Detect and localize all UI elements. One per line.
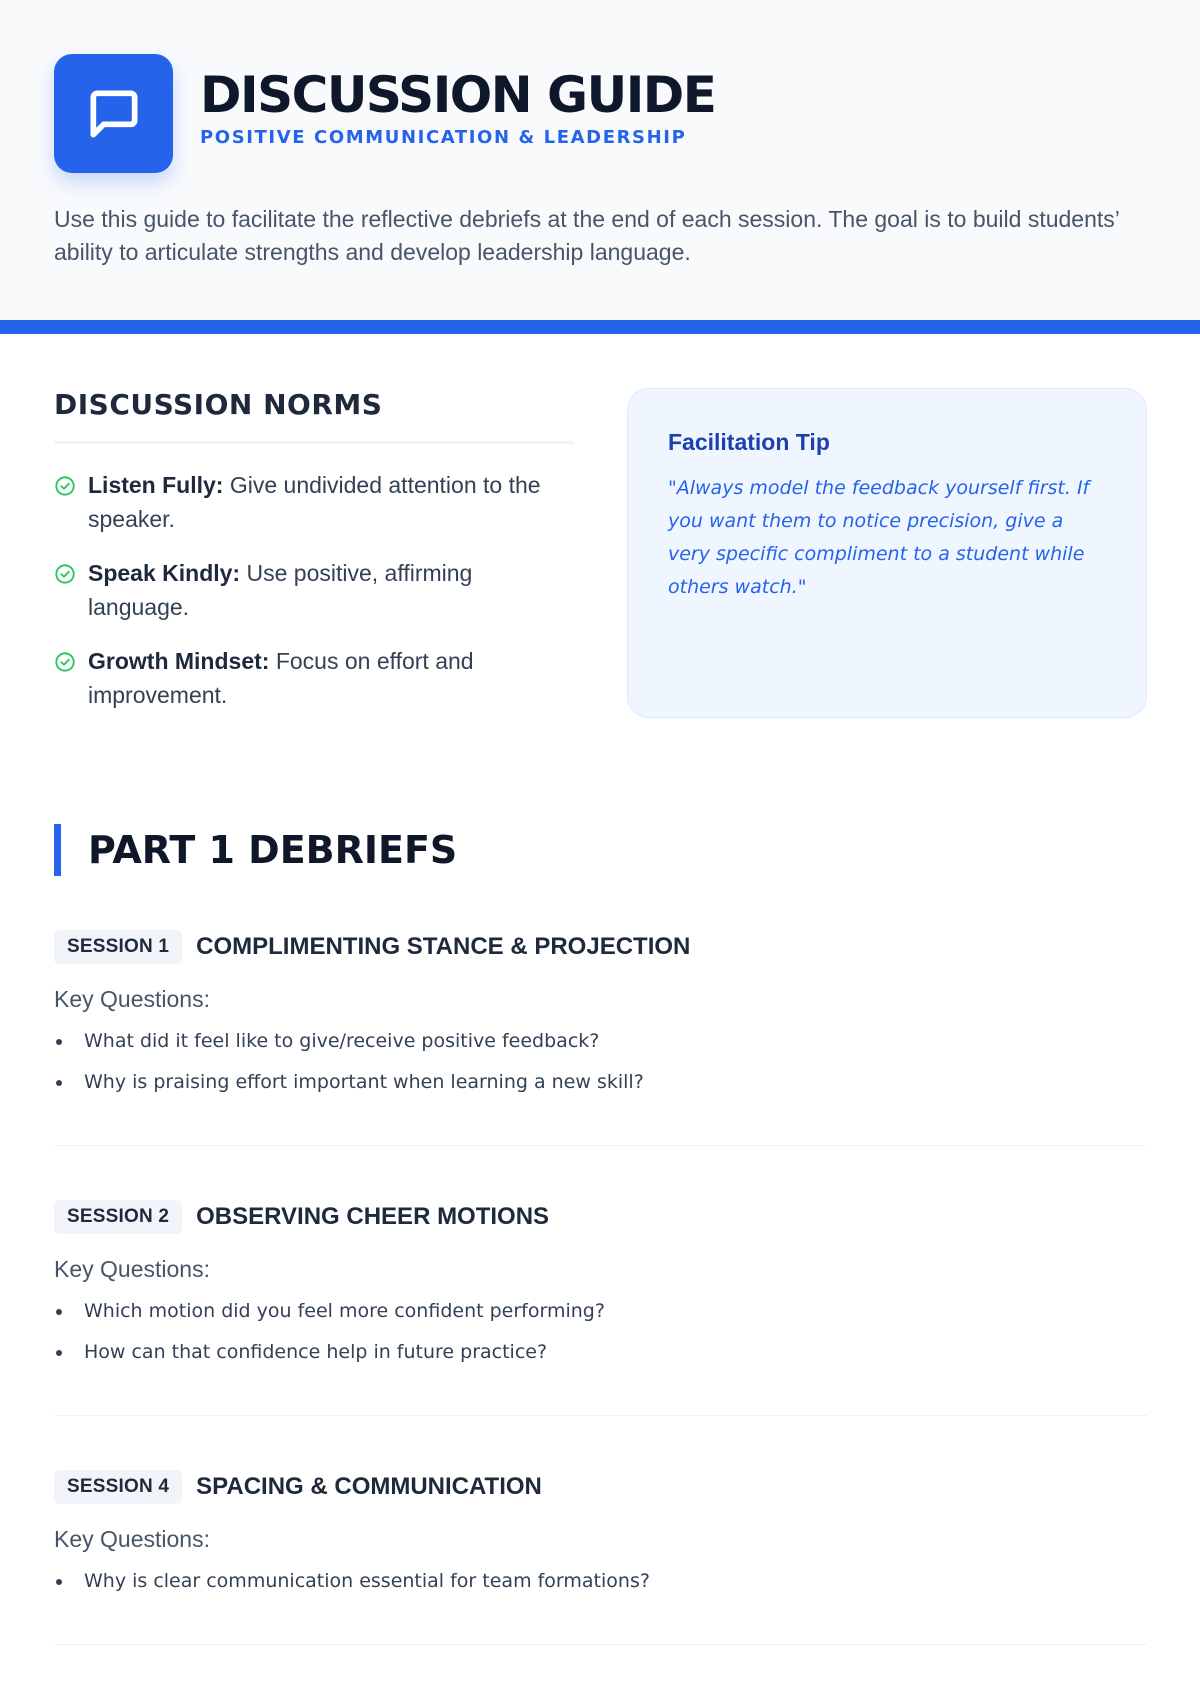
question-item: How can that confidence help in future practice? <box>54 1338 1147 1366</box>
norm-item <box>54 468 574 536</box>
norm-description: Use positive, affirming language. <box>88 560 473 620</box>
norm-text <box>88 556 574 624</box>
sessions-list <box>54 930 1147 1699</box>
norm-item <box>54 644 574 712</box>
norm-text <box>88 468 574 536</box>
part-heading <box>54 824 457 876</box>
session-badge: SESSION 4 <box>54 1470 182 1504</box>
session-title: COMPLIMENTING STANCE & PROJECTION <box>196 933 691 960</box>
header-top <box>54 54 1146 173</box>
session-card <box>54 1200 1147 1416</box>
key-questions-label: Key Questions: <box>54 1526 210 1552</box>
page-title: DISCUSSION GUIDE <box>200 65 716 124</box>
check-circle-icon <box>54 475 76 497</box>
chat-bubble-icon <box>83 83 145 145</box>
norms-list <box>54 468 574 712</box>
session-card <box>54 1470 1147 1645</box>
header-divider <box>0 320 1200 334</box>
norm-item <box>54 556 574 624</box>
session-card <box>54 930 1147 1146</box>
session-header <box>54 1470 1147 1504</box>
check-circle-icon <box>54 563 76 585</box>
intro-paragraph: Use this guide to facilitate the reflective debriefs at the end of each session. The goal is to build students’ ability to articulate strengths and develop leadership language. <box>54 206 1120 265</box>
key-questions-label: Key Questions: <box>54 986 210 1012</box>
question-item: Why is praising effort important when learning a new skill? <box>54 1068 1147 1096</box>
question-item: Which motion did you feel more confident performing? <box>54 1297 1147 1325</box>
norm-description: Give undivided attention to the speaker. <box>88 472 541 532</box>
norm-name: Listen Fully: <box>88 472 224 498</box>
norms-tip-row <box>54 388 1147 732</box>
norm-description: Focus on effort and improvement. <box>88 648 474 708</box>
page-subtitle: POSITIVE COMMUNICATION & LEADERSHIP <box>200 126 687 148</box>
session-header <box>54 1200 1147 1234</box>
session-title: SPACING & COMMUNICATION <box>196 1473 542 1500</box>
question-item: What did it feel like to give/receive positive feedback? <box>54 1027 1147 1055</box>
question-list <box>54 1297 1147 1366</box>
norm-text <box>88 644 574 712</box>
part-title: PART 1 DEBRIEFS <box>88 828 458 872</box>
session-title: OBSERVING CHEER MOTIONS <box>196 1203 550 1230</box>
question-item: Why is clear communication essential for team formations? <box>54 1567 1147 1595</box>
logo-badge <box>54 54 173 173</box>
norm-name: Growth Mindset: <box>88 648 270 674</box>
tip-title: Facilitation Tip <box>668 429 830 455</box>
session-badge: SESSION 1 <box>54 930 182 964</box>
facilitation-tip-card <box>627 388 1147 718</box>
question-list <box>54 1567 1147 1595</box>
session-header <box>54 930 1147 964</box>
norms-heading: DISCUSSION NORMS <box>54 388 574 444</box>
question-list <box>54 1027 1147 1096</box>
part-accent-bar <box>54 824 61 876</box>
check-circle-icon <box>54 651 76 673</box>
norm-name: Speak Kindly: <box>88 560 241 586</box>
page-header <box>0 0 1200 320</box>
key-questions-label: Key Questions: <box>54 1256 210 1282</box>
title-block <box>200 65 716 148</box>
tip-quote: "Always model the feedback yourself first. If you want them to notice precision, give a very specific compliment to a student while others watch." <box>668 477 1090 598</box>
discussion-norms <box>54 388 574 732</box>
session-badge: SESSION 2 <box>54 1200 182 1234</box>
